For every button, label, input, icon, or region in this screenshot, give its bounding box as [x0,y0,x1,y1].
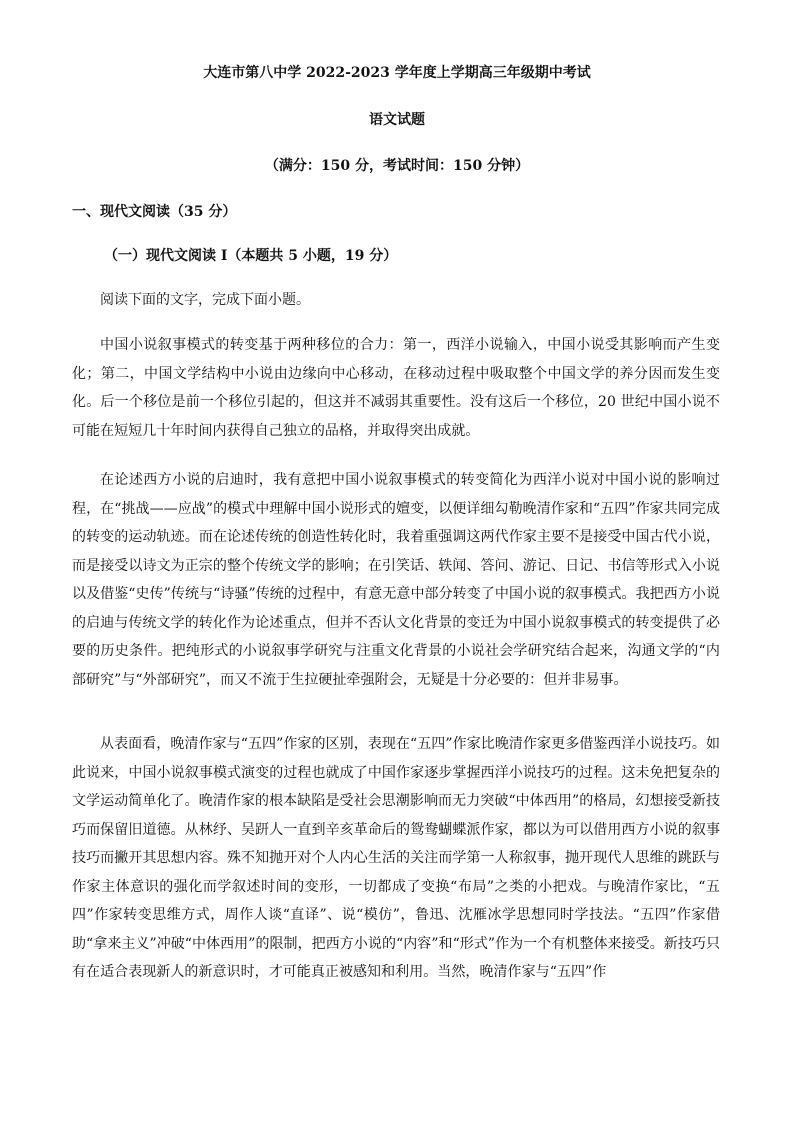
exam-title: 大连市第八中学 2022-2023 学年度上学期高三年级期中考试 [203,65,591,81]
instruction-text: 阅读下面的文字，完成下面小题。 [100,292,310,308]
paragraph-1: 中国小说叙事模式的转变基于两种移位的合力：第一，西洋小说输入，中国小说受其影响而产生变化；第二，中国文学结构中小说由边缘向中心移动，在移动过程中吸取整个中国文学的养分因而发生变化。后一个移位是前一个移位引起的，但这并不减弱其重要性。没有这后一个移位，20 世纪中国小说不可能在短短几十年时间内获得自己独立的品格，并取得突出成就。 [72,337,720,439]
exam-subject: 语文试题 [369,112,425,128]
paragraph-2: 在论述西方小说的启迪时，我有意把中国小说叙事模式的转变简化为西洋小说对中国小说的影响过程，在“挑战——应战”的模式中理解中国小说形式的嬗变，以便详细勾勒晚清作家和“五四”作家共同完成的转变的运动轨迹。而在论述传统的创造性转化时，我着重强调这两代作家主要不是接受中国古代小说，而是接受以诗文为正宗的整个传统文学的影响；在引笑话、轶闻、答问、游记、日记、书信等形式入小说以及借鉴“史传”传统与“诗骚”传统的过程中，有意无意中部分转变了中国小说的叙事模式。我把西方小说的启迪与传统文学的转化作为论述重点，但并不否认文化背景的变迁为中国小说叙事模式的转变提供了必要的历史条件。把纯形式的小说叙事学研究与注重文化背景的小说社会学研究结合起来，沟通文学的“内部研究”与“外部研究”，而又不流于生拉硬扯牵强附会，无疑是十分必要的：但并非易事。 [72,472,720,688]
subsection-heading: （一）现代文阅读 I（本题共 5 小题，19 分） [104,248,398,264]
exam-info: （满分：150 分，考试时间：150 分钟） [264,158,530,174]
section-heading: 一、现代文阅读（35 分） [72,204,237,220]
paragraph-3: 从表面看，晚清作家与“五四”作家的区别，表现在“五四”作家比晚清作家更多借鉴西洋小说技巧。如此说来，中国小说叙事模式演变的过程也就成了中国作家逐步掌握西洋小说技巧的过程。这未免把复杂的文学运动简单化了。晚清作家的根本缺陷是受社会思潮影响而无力突破“中体西用”的格局，幻想接受新技巧而保留旧道德。从林纾、吴趼人一直到辛亥革命后的鸳鸯蝴蝶派作家，都以为可以借用西方小说的叙事技巧而撇开其思想内容。殊不知抛开对个人内心生活的关注而学第一人称叙事，抛开现代人思维的跳跃与作家主体意识的强化而学叙述时间的变形，一切都成了变换“布局”之类的小把戏。与晚清作家比，“五四”作家转变思维方式，周作人谈“直译”、说“模仿”，鲁迅、沈雁冰学思想同时学技法。“五四”作家借助“拿来主义”冲破“中体西用”的限制，把西方小说的“内容”和“形式”作为一个有机整体来接受。新技巧只有在适合表现新人的新意识时，才可能真正被感知和利用。当然，晚清作家与“五四”作 [72,736,720,980]
